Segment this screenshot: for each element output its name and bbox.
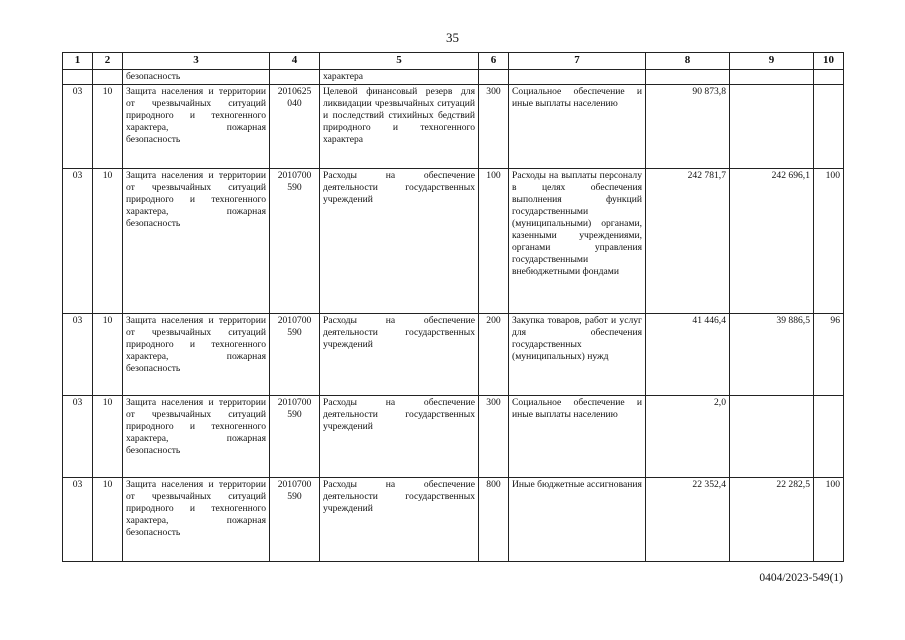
cell-expense-type: 100 — [479, 169, 509, 314]
table-row — [63, 169, 844, 314]
cell-section — [63, 70, 93, 85]
cell-section-name: безопасность — [123, 70, 270, 85]
cell-subsection: 10 — [93, 396, 123, 478]
cell-actual: 242 696,1 — [730, 169, 814, 314]
cell-section: 03 — [63, 169, 93, 314]
col-header: 3 — [123, 53, 270, 70]
cell-percent — [814, 85, 844, 169]
cell-expense-name — [509, 70, 646, 85]
col-header: 9 — [730, 53, 814, 70]
cell-expense-name: Социальное обеспечение и иные выплаты населению — [509, 85, 646, 169]
col-header: 5 — [320, 53, 479, 70]
cell-target-code: 2010625 040 — [270, 85, 320, 169]
cell-expense-name: Расходы на выплаты персоналу в целях обеспечения выполнения функций государственными (муниципальными) органами, казенными учреждениями, органами управления государственными внебюджетными фондами — [509, 169, 646, 314]
cell-section: 03 — [63, 478, 93, 562]
col-header: 6 — [479, 53, 509, 70]
document-code: 0404/2023-549(1) — [759, 572, 843, 584]
cell-planned: 41 446,4 — [646, 314, 730, 396]
cell-expense-type: 800 — [479, 478, 509, 562]
cell-planned: 242 781,7 — [646, 169, 730, 314]
cell-expense-type — [479, 70, 509, 85]
cell-section-name: Защита населения и территории от чрезвычайных ситуаций природного и техногенного характера, пожарная безопасность — [123, 478, 270, 562]
cell-percent — [814, 396, 844, 478]
cell-section: 03 — [63, 314, 93, 396]
cell-planned — [646, 70, 730, 85]
header-row — [63, 53, 844, 70]
col-header: 10 — [814, 53, 844, 70]
cell-actual — [730, 85, 814, 169]
cell-target-name: Целевой финансовый резерв для ликвидации чрезвычайных ситуаций и последствий стихийных бедствий природного и техногенного характера — [320, 85, 479, 169]
col-header: 2 — [93, 53, 123, 70]
budget-table — [62, 52, 844, 562]
cell-target-name: Расходы на обеспечение деятельности государственных учреждений — [320, 314, 479, 396]
table-row — [63, 478, 844, 562]
cell-subsection: 10 — [93, 169, 123, 314]
cell-section-name: Защита населения и территории от чрезвычайных ситуаций природного и техногенного характера, пожарная безопасность — [123, 314, 270, 396]
cell-subsection: 10 — [93, 314, 123, 396]
cell-target-code — [270, 70, 320, 85]
cell-expense-type: 300 — [479, 85, 509, 169]
col-header: 4 — [270, 53, 320, 70]
cell-target-code: 2010700 590 — [270, 396, 320, 478]
cell-section-name: Защита населения и территории от чрезвычайных ситуаций природного и техногенного характера, пожарная безопасность — [123, 396, 270, 478]
cell-actual: 39 886,5 — [730, 314, 814, 396]
cell-target-name: Расходы на обеспечение деятельности государственных учреждений — [320, 169, 479, 314]
cell-section: 03 — [63, 85, 93, 169]
cell-actual: 22 282,5 — [730, 478, 814, 562]
cell-expense-name: Закупка товаров, работ и услуг для обеспечения государственных (муниципальных) нужд — [509, 314, 646, 396]
cell-subsection — [93, 70, 123, 85]
cell-expense-name: Социальное обеспечение и иные выплаты населению — [509, 396, 646, 478]
cell-percent: 100 — [814, 478, 844, 562]
table-row — [63, 85, 844, 169]
cell-target-name: характера — [320, 70, 479, 85]
cell-planned: 22 352,4 — [646, 478, 730, 562]
cell-percent: 100 — [814, 169, 844, 314]
cell-expense-type: 200 — [479, 314, 509, 396]
cell-target-name: Расходы на обеспечение деятельности государственных учреждений — [320, 478, 479, 562]
cell-target-name: Расходы на обеспечение деятельности государственных учреждений — [320, 396, 479, 478]
cell-target-code: 2010700 590 — [270, 169, 320, 314]
cell-subsection: 10 — [93, 478, 123, 562]
cell-planned: 90 873,8 — [646, 85, 730, 169]
cell-section-name: Защита населения и территории от чрезвычайных ситуаций природного и техногенного характера, пожарная безопасность — [123, 85, 270, 169]
table-row — [63, 70, 844, 85]
cell-expense-type: 300 — [479, 396, 509, 478]
col-header: 1 — [63, 53, 93, 70]
cell-subsection: 10 — [93, 85, 123, 169]
table-row — [63, 396, 844, 478]
cell-section: 03 — [63, 396, 93, 478]
cell-target-code: 2010700 590 — [270, 478, 320, 562]
page-number: 35 — [446, 30, 459, 45]
cell-expense-name: Иные бюджетные ассигнования — [509, 478, 646, 562]
cell-percent — [814, 70, 844, 85]
cell-planned: 2,0 — [646, 396, 730, 478]
cell-section-name: Защита населения и территории от чрезвычайных ситуаций природного и техногенного характера, пожарная безопасность — [123, 169, 270, 314]
col-header: 7 — [509, 53, 646, 70]
cell-actual — [730, 396, 814, 478]
cell-target-code: 2010700 590 — [270, 314, 320, 396]
table-row — [63, 314, 844, 396]
col-header: 8 — [646, 53, 730, 70]
cell-percent: 96 — [814, 314, 844, 396]
cell-actual — [730, 70, 814, 85]
